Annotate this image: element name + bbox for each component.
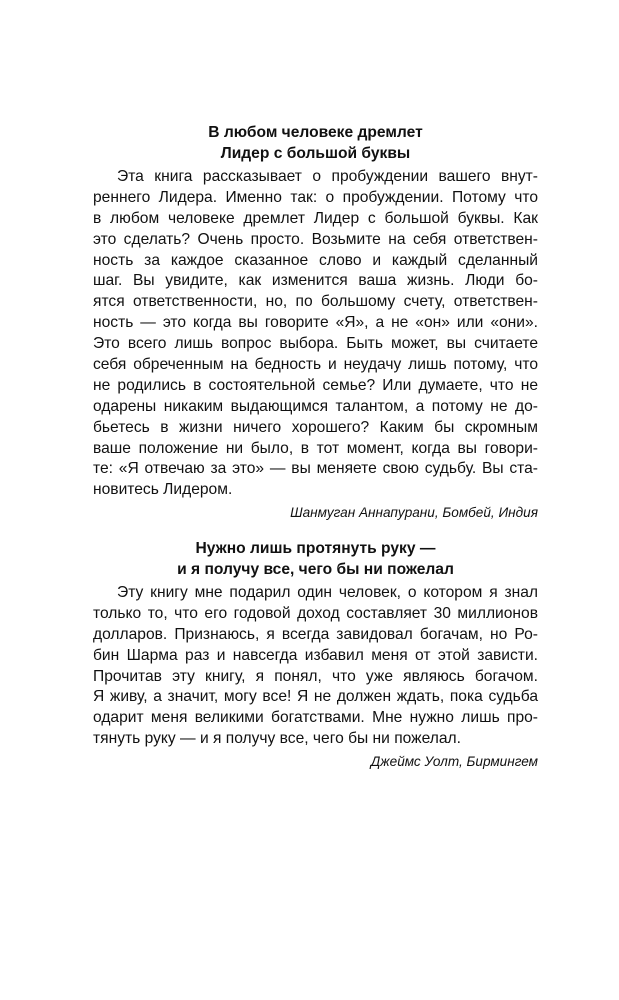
text-line: Эту книгу мне подарил один человек, о котором я знал	[117, 584, 538, 601]
text-line: ятся ответственности, но, по большому счету, ответствен-	[93, 293, 538, 311]
text-line: одарит меня великими богатствами. Мне нужно лишь про-	[93, 709, 538, 727]
text-line: ваше положение ни было, в тот момент, когда вы говори-	[93, 439, 538, 457]
text-line: это сделать? Очень просто. Возьмите на себя ответствен-	[93, 230, 538, 248]
testimonial-1	[93, 122, 538, 523]
text-line: шаг. Вы увидите, как изменится ваша жизнь. Люди бо-	[93, 272, 538, 290]
heading-line: Нужно лишь протянуть руку —	[195, 540, 436, 557]
text-line: ность за каждое сказанное слово и каждый сделанный	[93, 251, 538, 269]
text-line: в любом человеке дремлет Лидер с большой буквы. Как	[93, 209, 538, 227]
testimonial-1-signature: Шанмуган Аннапурани, Бомбей, Индия	[290, 505, 538, 521]
testimonial-1-body	[93, 167, 538, 501]
testimonial-2-body	[93, 583, 538, 750]
text-line: ность — это когда вы говорите «Я», а не «он» или «они».	[93, 314, 538, 332]
text-line: не родились в состоятельной семье? Или думаете, что не	[93, 376, 538, 394]
text-line: себя обреченным на бедность и неудачу лишь потому, что	[93, 356, 538, 374]
testimonial-2-signature: Джеймс Уолт, Бирмингем	[370, 754, 538, 770]
testimonial-2	[93, 538, 538, 772]
text-line: только то, что его годовой доход составляет 30 миллионов	[93, 604, 538, 622]
text-line: Прочитав эту книгу, я понял, что уже являюсь богачом.	[93, 667, 538, 685]
text-line: новитесь Лидером.	[93, 481, 233, 499]
text-line: одарены никаким выдающимся талантом, а потому не до-	[93, 397, 538, 415]
text-line: бьетесь в жизни ничего хорошего? Каким бы скромным	[93, 418, 538, 436]
text-line: реннего Лидера. Именно так: о пробуждении. Потому что	[93, 188, 538, 206]
heading-line: В любом человеке дремлет	[208, 124, 423, 141]
text-line: бин Шарма раз и навсегда избавил меня от этой зависти.	[93, 646, 538, 664]
heading-line: Лидер с большой буквы	[220, 145, 411, 162]
testimonial-2-heading	[93, 538, 538, 580]
text-line: Это всего лишь вопрос выбора. Быть может, вы считаете	[93, 335, 538, 353]
text-line: тянуть руку — и я получу все, чего бы ни пожелал.	[93, 730, 461, 748]
text-line: Я живу, а значит, могу все! Я не должен ждать, пока судьба	[93, 688, 538, 706]
testimonial-1-heading	[93, 122, 538, 164]
text-line: те: «Я отвечаю за это» — вы меняете свою судьбу. Вы ста-	[93, 460, 538, 478]
text-line: Эта книга рассказывает о пробуждении вашего внут-	[117, 168, 538, 185]
text-line: долларов. Признаюсь, я всегда завидовал богачам, но Ро-	[93, 625, 538, 643]
heading-line: и я получу все, чего бы ни пожелал	[177, 561, 454, 578]
